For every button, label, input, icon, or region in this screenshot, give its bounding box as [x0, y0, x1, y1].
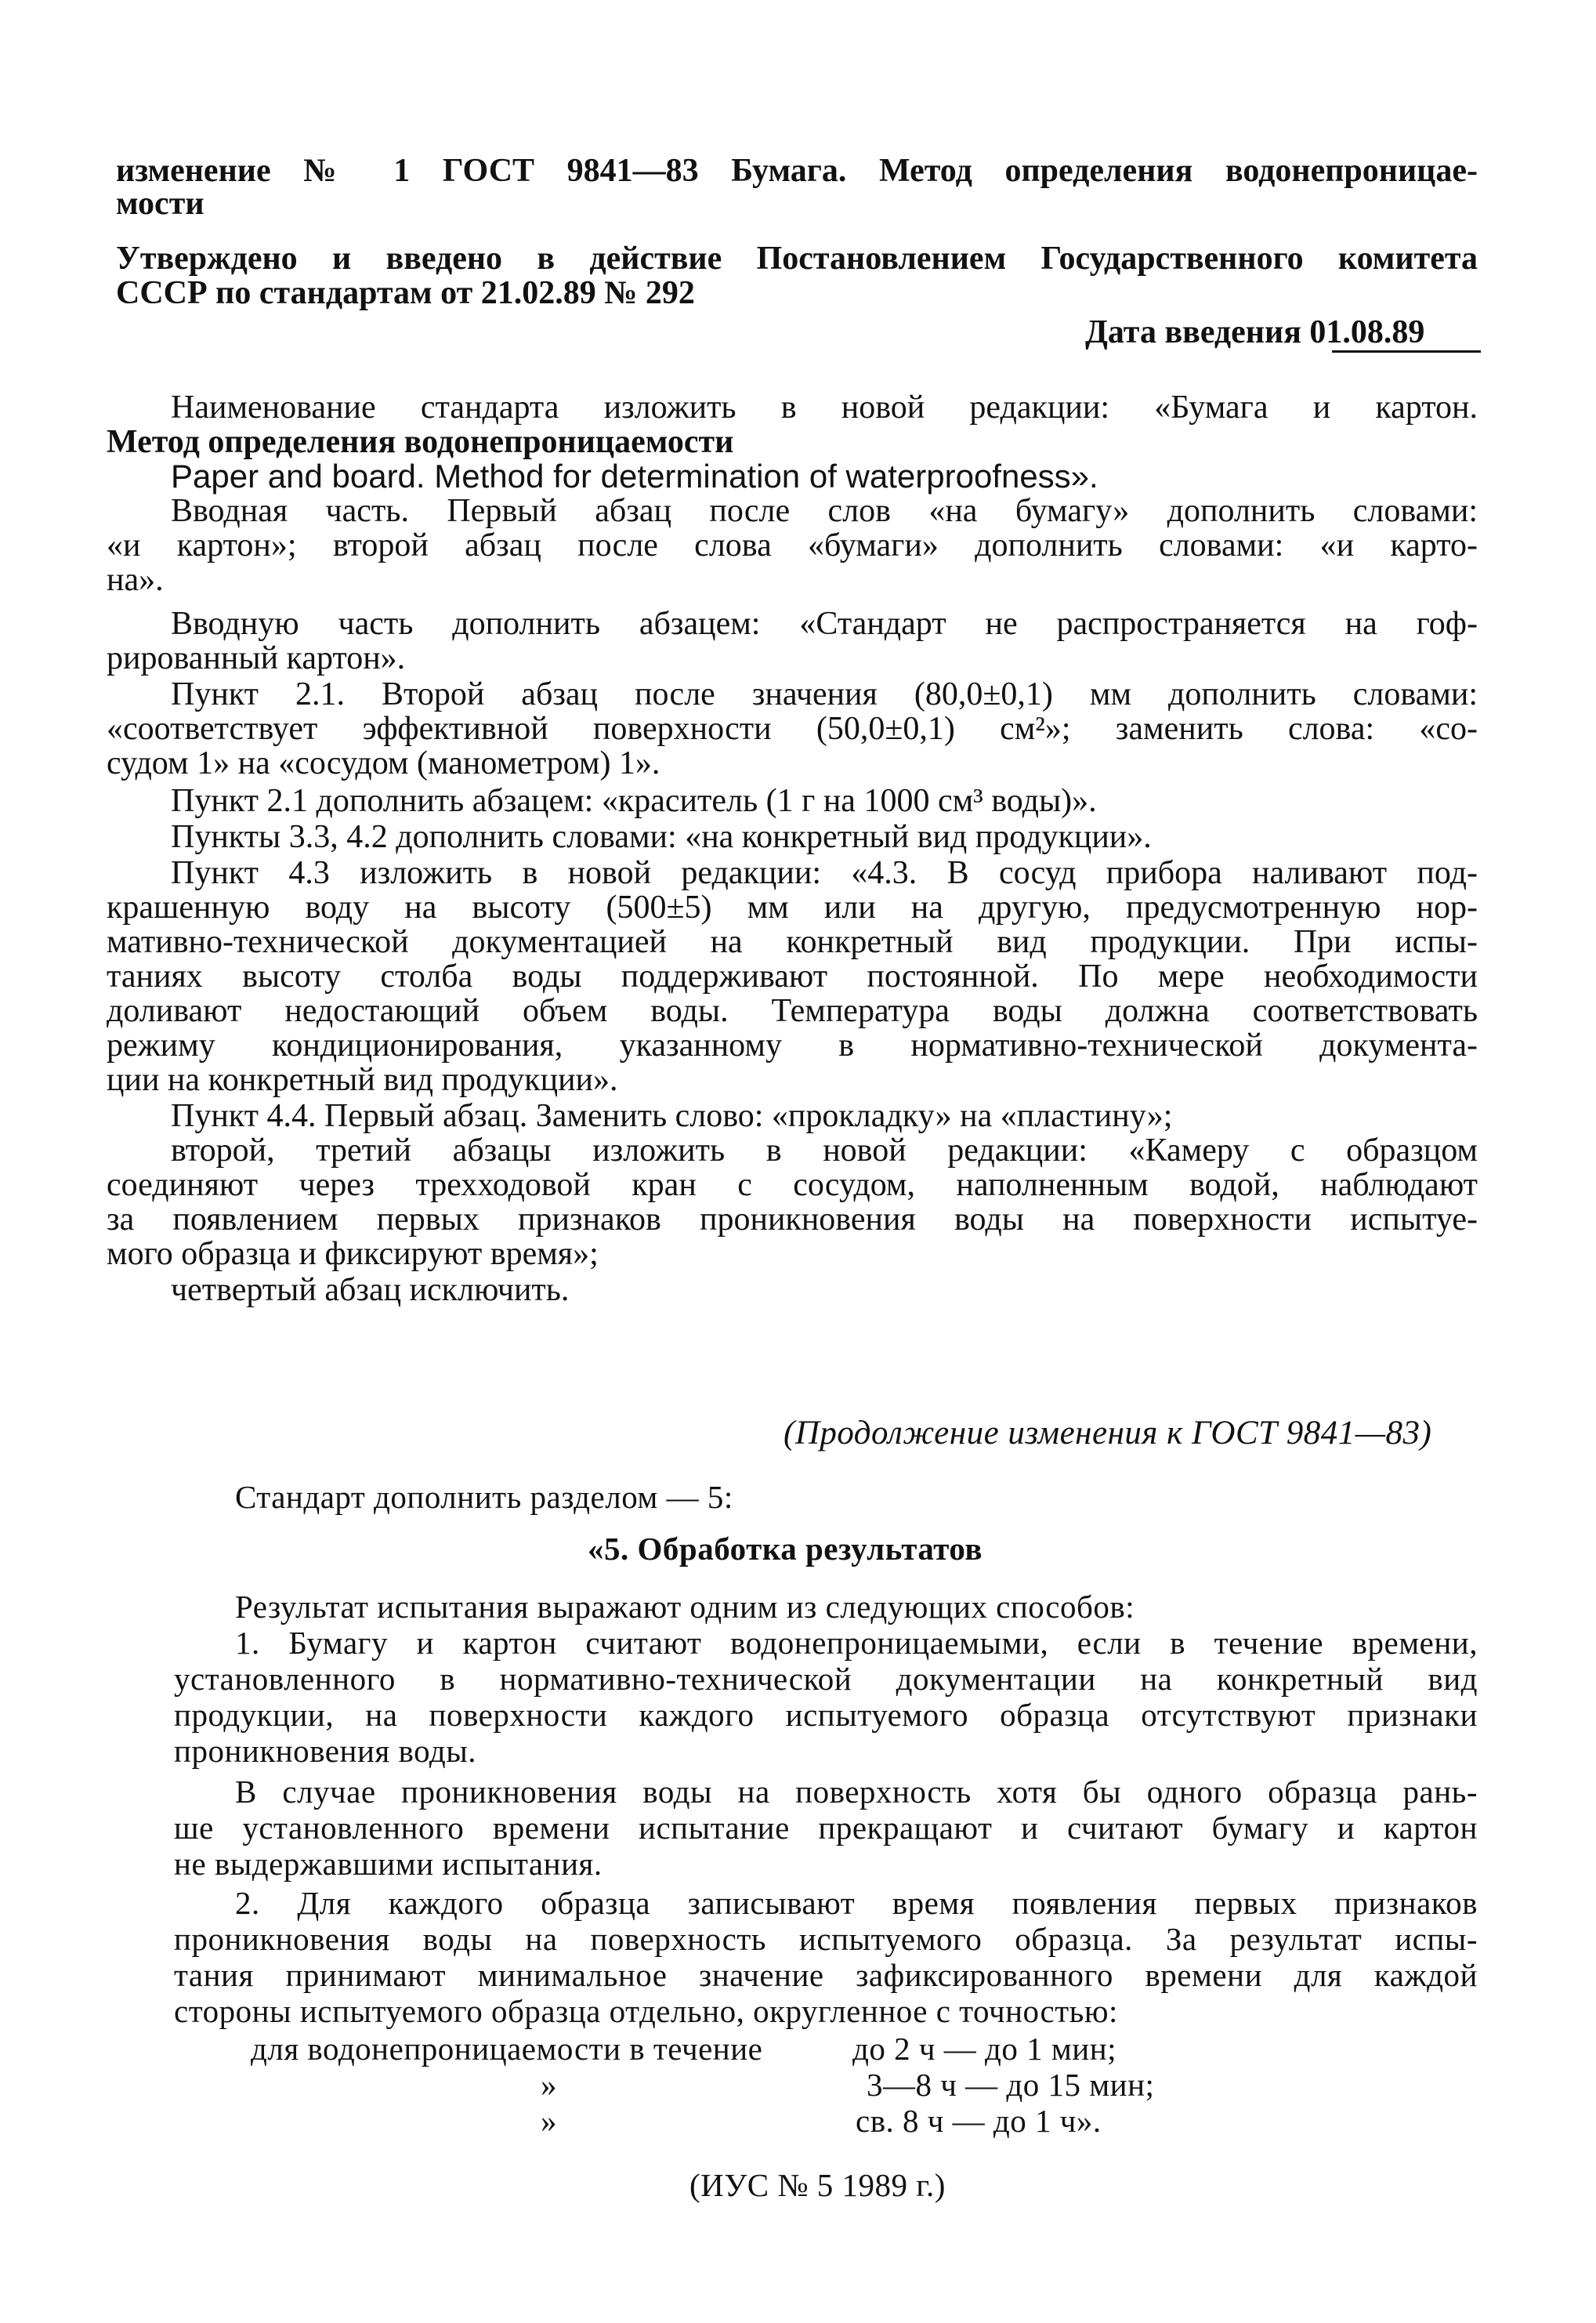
p1-line: Пункт 2.1 дополнить абзацем: «краситель (1 г на 1000 см³ воды)». [171, 783, 1097, 819]
p2-line: Результат испытания выражают одним из следующих способов: [235, 1589, 1135, 1625]
p1-line: на». [107, 562, 164, 598]
p2-line: продукции, на поверхности каждого испытуемого образца отсутствуют признаки [174, 1697, 1478, 1733]
p2-line: ше установленного времени испытание прекращают и считают бумагу и картон [174, 1810, 1478, 1846]
ditto-mark: » [541, 2103, 557, 2139]
date-underline [1332, 350, 1481, 353]
p1-line: соединяют через трехходовой кран с сосудом, наполненным водой, наблюдают [107, 1167, 1478, 1203]
p1-line: Пункт 4.4. Первый абзац. Заменить слово: «прокладку» на «пластину»; [171, 1098, 1173, 1134]
p2-line: стороны испытуемого образца отдельно, округленное с точностью: [174, 1993, 1118, 2029]
p1-line: режиму кондиционирования, указанному в нормативно-технической документа- [107, 1027, 1478, 1064]
rounding-row: св. 8 ч — до 1 ч». [856, 2103, 1102, 2139]
p1-line: «соответствует эффективной поверхности (50,0±0,1) см²»; заменить слова: «со- [107, 711, 1478, 747]
p1-line-english: Paper and board. Method for determination of waterproofness». [171, 458, 1098, 495]
continuation-heading: (Продолжение изменения к ГОСТ 9841—83) [784, 1415, 1432, 1451]
p1-line: второй, третий абзацы изложить в новой редакции: «Камеру с образцом [171, 1133, 1478, 1169]
p1-line: четвертый абзац исключить. [171, 1272, 570, 1308]
approval-line1: Утверждено и введено в действие Постановлением Государственного комитета [116, 241, 1478, 277]
p1-line: Вводная часть. Первый абзац после слов «на бумагу» дополнить словами: [171, 493, 1478, 529]
p1-line: Вводную часть дополнить абзацем: «Стандарт не распространяется на гоф- [171, 606, 1478, 642]
p1-line: мого образца и фиксируют время»; [107, 1236, 599, 1272]
rounding-table-lead: для водонепроницаемости в течение [251, 2031, 763, 2067]
change-title-line2: мости [116, 186, 204, 222]
p1-line: крашенную воду на высоту (500±5) мм или на другую, предусмотренную нор- [107, 890, 1478, 926]
p2-line: проникновения воды на поверхность испытуемого образца. За результат испы- [174, 1921, 1478, 1957]
p1-line: таниях высоту столба воды поддерживают постоянной. По мере необходимости [107, 959, 1478, 995]
p2-line: 1. Бумагу и картон считают водонепроницаемыми, если в течение времени, [235, 1625, 1478, 1661]
effective-date-value: 01.08.89 [1309, 314, 1425, 350]
p2-line: не выдержавшими испытания. [174, 1846, 603, 1882]
p2-line: В случае проникновения воды на поверхность хотя бы одного образца рань- [235, 1774, 1478, 1810]
p1-line: ции на конкретный вид продукции». [107, 1062, 618, 1098]
p2-line: Стандарт дополнить разделом — 5: [235, 1479, 733, 1515]
p1-line: рированный картон». [107, 640, 406, 676]
p1-line: Наименование стандарта изложить в новой редакции: «Бумага и картон. [171, 390, 1478, 426]
p1-line: Пункты 3.3, 4.2 дополнить словами: «на конкретный вид продукции». [171, 819, 1152, 855]
p1-line: Пункт 2.1. Второй абзац после значения (80,0±0,1) мм дополнить словами: [171, 676, 1478, 712]
p1-line: мативно-технической документацией на конкретный вид продукции. При испы- [107, 924, 1478, 960]
rounding-row: до 2 ч — до 1 мин; [852, 2031, 1117, 2067]
approval-line2: СССР по стандартам от 21.02.89 № 292 [116, 275, 695, 311]
p2-line: проникновения воды. [174, 1733, 477, 1769]
ius-reference: (ИУС № 5 1989 г.) [689, 2167, 946, 2203]
p1-line: судом 1» на «сосудом (манометром) 1». [107, 745, 660, 781]
effective-date-label: Дата введения [1085, 314, 1301, 350]
p1-line: Пункт 4.3 изложить в новой редакции: «4.3. В сосуд прибора наливают под- [171, 855, 1478, 891]
effective-date [1085, 313, 1424, 351]
p1-line: доливают недостающий объем воды. Температура воды должна соответствовать [107, 993, 1478, 1029]
p1-line: Метод определения водонепроницаемости [107, 424, 734, 460]
section-5-heading: «5. Обработка результатов [588, 1531, 983, 1567]
change-title-line1: изменение № 1 ГОСТ 9841—83 Бумага. Метод определения водонепроницае- [116, 153, 1478, 189]
p1-line: за появлением первых признаков проникновения воды на поверхности испытуе- [107, 1201, 1478, 1238]
p2-line: установленного в нормативно-технической документации на конкретный вид [174, 1661, 1478, 1697]
rounding-row: 3—8 ч — до 15 мин; [867, 2067, 1155, 2103]
ditto-mark: » [541, 2067, 557, 2103]
p2-line: тания принимают минимальное значение зафиксированного времени для каждой [174, 1957, 1478, 1993]
p2-line: 2. Для каждого образца записывают время появления первых признаков [235, 1885, 1478, 1921]
p1-line: «и картон»; второй абзац после слова «бумаги» дополнить словами: «и карто- [107, 527, 1478, 564]
